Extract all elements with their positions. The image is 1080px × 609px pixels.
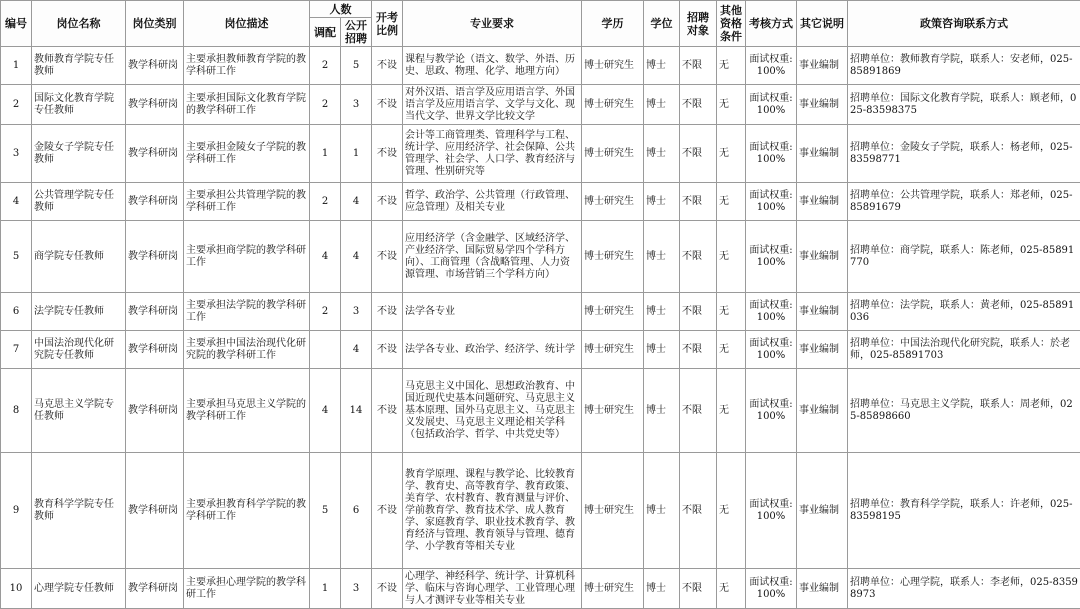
cell-category: 教学科研岗 [126,221,184,293]
cell-recruit: 3 [341,293,372,331]
cell-contact: 招聘单位：马克思主义学院，联系人：周老师，025-85898660 [848,369,1080,453]
cell-exam: 面试权重:100% [746,125,797,183]
table-row [1,47,1080,85]
cell-recruit: 4 [341,183,372,221]
cell-target: 不限 [680,293,717,331]
header-edu: 学历 [582,1,644,47]
cell-remark: 事业编制 [797,453,848,569]
cell-ratio: 不设 [372,569,403,609]
cell-edu: 博士研究生 [582,125,644,183]
cell-other: 无 [717,183,746,221]
cell-remark: 事业编制 [797,183,848,221]
cell-name: 商学院专任教师 [32,221,126,293]
header-desc: 岗位描述 [184,1,310,47]
cell-recruit: 1 [341,125,372,183]
cell-no: 7 [1,331,32,369]
header-degree: 学位 [644,1,680,47]
cell-category: 教学科研岗 [126,453,184,569]
cell-edu: 博士研究生 [582,569,644,609]
cell-target: 不限 [680,183,717,221]
table-row [1,453,1080,569]
cell-target: 不限 [680,125,717,183]
cell-exam: 面试权重:100% [746,85,797,125]
header-people: 人数 [310,1,372,18]
header-remark: 其它说明 [797,1,848,47]
cell-other: 无 [717,369,746,453]
cell-exam: 面试权重:100% [746,183,797,221]
cell-desc: 主要承担公共管理学院的教学科研工作 [184,183,310,221]
cell-category: 教学科研岗 [126,125,184,183]
table-row [1,293,1080,331]
cell-transfer [310,331,341,369]
cell-name: 心理学院专任教师 [32,569,126,609]
cell-transfer: 1 [310,125,341,183]
cell-desc: 主要承担金陵女子学院的教学科研工作 [184,125,310,183]
cell-recruit: 3 [341,569,372,609]
cell-contact: 招聘单位：公共管理学院，联系人：郑老师，025-85891679 [848,183,1080,221]
header-exam: 考核方式 [746,1,797,47]
cell-contact: 招聘单位：教师教育学院，联系人：安老师，025-85891869 [848,47,1080,85]
cell-desc: 主要承担中国法治现代化研究院的教学科研工作 [184,331,310,369]
cell-name: 教师教育学院专任教师 [32,47,126,85]
cell-degree: 博士 [644,85,680,125]
cell-major: 教育学原理、课程与教学论、比较教育学、教育史、高等教育学、教育政策、美育学、农村教育、教育测量与评价、学前教育学、教育技术学、成人教育学、家庭教育学、职业技术教育学、教育经济与管理、教育领导与管理、德育学、小学教育等相关专业 [403,453,582,569]
cell-no: 5 [1,221,32,293]
cell-name: 公共管理学院专任教师 [32,183,126,221]
cell-remark: 事业编制 [797,125,848,183]
cell-category: 教学科研岗 [126,369,184,453]
cell-target: 不限 [680,453,717,569]
cell-ratio: 不设 [372,453,403,569]
cell-major: 马克思主义中国化、思想政治教育、中国近现代史基本问题研究、马克思主义基本原理、国外马克思主义、马克思主义发展史、马克思主义理论相关学科（包括政治学、哲学、中共党史等） [403,369,582,453]
cell-exam: 面试权重:100% [746,369,797,453]
cell-edu: 博士研究生 [582,369,644,453]
cell-edu: 博士研究生 [582,183,644,221]
cell-major: 法学各专业、政治学、经济学、统计学 [403,331,582,369]
cell-major: 法学各专业 [403,293,582,331]
cell-ratio: 不设 [372,183,403,221]
cell-recruit: 4 [341,331,372,369]
cell-category: 教学科研岗 [126,293,184,331]
cell-contact: 招聘单位：教育科学学院，联系人：许老师，025-83598195 [848,453,1080,569]
cell-name: 马克思主义学院专任教师 [32,369,126,453]
table-header [1,1,1080,47]
cell-recruit: 5 [341,47,372,85]
cell-ratio: 不设 [372,125,403,183]
cell-ratio: 不设 [372,85,403,125]
cell-major: 课程与教学论（语文、数学、外语、历史、思政、物理、化学、地理方向） [403,47,582,85]
cell-exam: 面试权重:100% [746,47,797,85]
table-row [1,569,1080,609]
cell-other: 无 [717,453,746,569]
cell-name: 中国法治现代化研究院专任教师 [32,331,126,369]
cell-target: 不限 [680,569,717,609]
header-major: 专业要求 [403,1,582,47]
table-row [1,221,1080,293]
cell-desc: 主要承担国际文化教育学院的教学科研工作 [184,85,310,125]
cell-remark: 事业编制 [797,293,848,331]
cell-other: 无 [717,331,746,369]
cell-name: 金陵女子学院专任教师 [32,125,126,183]
cell-target: 不限 [680,221,717,293]
cell-degree: 博士 [644,369,680,453]
cell-major: 心理学、神经科学、统计学、计算机科学、临床与咨询心理学、工业管理心理与人才测评专业等相关专业 [403,569,582,609]
header-ratio: 开考比例 [372,1,403,47]
cell-exam: 面试权重:100% [746,331,797,369]
header-category: 岗位类别 [126,1,184,47]
cell-other: 无 [717,85,746,125]
cell-contact: 招聘单位：国际文化教育学院，联系人：顾老师，025-83598375 [848,85,1080,125]
cell-name: 国际文化教育学院专任教师 [32,85,126,125]
cell-major: 应用经济学（含金融学、区域经济学、产业经济学、国际贸易学四个学科方向）、工商管理（含战略管理、人力资源管理、市场营销三个学科方向） [403,221,582,293]
cell-ratio: 不设 [372,369,403,453]
table-row [1,85,1080,125]
cell-major: 哲学、政治学、公共管理（行政管理、应急管理）及相关专业 [403,183,582,221]
cell-edu: 博士研究生 [582,85,644,125]
cell-contact: 招聘单位：心理学院，联系人：李老师，025-83598973 [848,569,1080,609]
cell-degree: 博士 [644,331,680,369]
cell-contact: 招聘单位：法学院，联系人：黄老师，025-85891036 [848,293,1080,331]
cell-no: 1 [1,47,32,85]
cell-transfer: 2 [310,293,341,331]
cell-target: 不限 [680,85,717,125]
header-transfer: 调配 [310,18,341,47]
cell-category: 教学科研岗 [126,85,184,125]
cell-name: 教育科学学院专任教师 [32,453,126,569]
cell-no: 4 [1,183,32,221]
cell-exam: 面试权重:100% [746,453,797,569]
cell-transfer: 2 [310,85,341,125]
cell-desc: 主要承担法学院的教学科研工作 [184,293,310,331]
cell-remark: 事业编制 [797,221,848,293]
cell-other: 无 [717,569,746,609]
cell-category: 教学科研岗 [126,183,184,221]
cell-target: 不限 [680,47,717,85]
cell-no: 9 [1,453,32,569]
cell-other: 无 [717,221,746,293]
cell-other: 无 [717,125,746,183]
cell-transfer: 5 [310,453,341,569]
cell-category: 教学科研岗 [126,569,184,609]
cell-exam: 面试权重:100% [746,569,797,609]
table-row [1,183,1080,221]
cell-exam: 面试权重:100% [746,221,797,293]
cell-desc: 主要承担商学院的教学科研工作 [184,221,310,293]
cell-transfer: 1 [310,569,341,609]
cell-remark: 事业编制 [797,369,848,453]
cell-no: 3 [1,125,32,183]
cell-ratio: 不设 [372,293,403,331]
cell-remark: 事业编制 [797,85,848,125]
cell-desc: 主要承担教育科学学院的教学科研工作 [184,453,310,569]
cell-degree: 博士 [644,183,680,221]
cell-recruit: 14 [341,369,372,453]
cell-ratio: 不设 [372,331,403,369]
header-contact: 政策咨询联系方式 [848,1,1080,47]
cell-desc: 主要承担心理学院的教学科研工作 [184,569,310,609]
header-name: 岗位名称 [32,1,126,47]
cell-desc: 主要承担教师教育学院的教学科研工作 [184,47,310,85]
cell-edu: 博士研究生 [582,47,644,85]
cell-target: 不限 [680,331,717,369]
cell-recruit: 3 [341,85,372,125]
cell-degree: 博士 [644,221,680,293]
cell-degree: 博士 [644,47,680,85]
table-row [1,369,1080,453]
cell-degree: 博士 [644,125,680,183]
cell-no: 6 [1,293,32,331]
header-no: 编号 [1,1,32,47]
cell-exam: 面试权重:100% [746,293,797,331]
cell-category: 教学科研岗 [126,331,184,369]
header-target: 招聘对象 [680,1,717,47]
cell-remark: 事业编制 [797,331,848,369]
cell-no: 10 [1,569,32,609]
cell-recruit: 6 [341,453,372,569]
cell-remark: 事业编制 [797,569,848,609]
cell-no: 2 [1,85,32,125]
cell-transfer: 2 [310,183,341,221]
cell-desc: 主要承担马克思主义学院的教学科研工作 [184,369,310,453]
cell-contact: 招聘单位：商学院，联系人：陈老师，025-85891770 [848,221,1080,293]
cell-remark: 事业编制 [797,47,848,85]
cell-degree: 博士 [644,453,680,569]
cell-major: 对外汉语、语言学及应用语言学、外国语言学及应用语言学、文学与文化、现当代文学、世界文学比较文学 [403,85,582,125]
cell-other: 无 [717,47,746,85]
cell-edu: 博士研究生 [582,221,644,293]
cell-edu: 博士研究生 [582,331,644,369]
table-row [1,125,1080,183]
cell-transfer: 4 [310,369,341,453]
cell-transfer: 4 [310,221,341,293]
header-recruit: 公开招聘 [341,18,372,47]
cell-major: 会计等工商管理类、管理科学与工程、统计学、应用经济学、社会保障、公共管理学、社会学、人口学、教育经济与管理、性别研究等 [403,125,582,183]
cell-no: 8 [1,369,32,453]
cell-edu: 博士研究生 [582,453,644,569]
header-other: 其他资格条件 [717,1,746,47]
cell-ratio: 不设 [372,221,403,293]
cell-name: 法学院专任教师 [32,293,126,331]
cell-contact: 招聘单位：金陵女子学院，联系人：杨老师，025-83598771 [848,125,1080,183]
table-row [1,331,1080,369]
cell-ratio: 不设 [372,47,403,85]
cell-other: 无 [717,293,746,331]
cell-contact: 招聘单位：中国法治现代化研究院，联系人：於老师，025-85891703 [848,331,1080,369]
cell-recruit: 4 [341,221,372,293]
cell-transfer: 2 [310,47,341,85]
cell-degree: 博士 [644,293,680,331]
cell-degree: 博士 [644,569,680,609]
cell-target: 不限 [680,369,717,453]
table-body [1,47,1080,609]
cell-edu: 博士研究生 [582,293,644,331]
cell-category: 教学科研岗 [126,47,184,85]
